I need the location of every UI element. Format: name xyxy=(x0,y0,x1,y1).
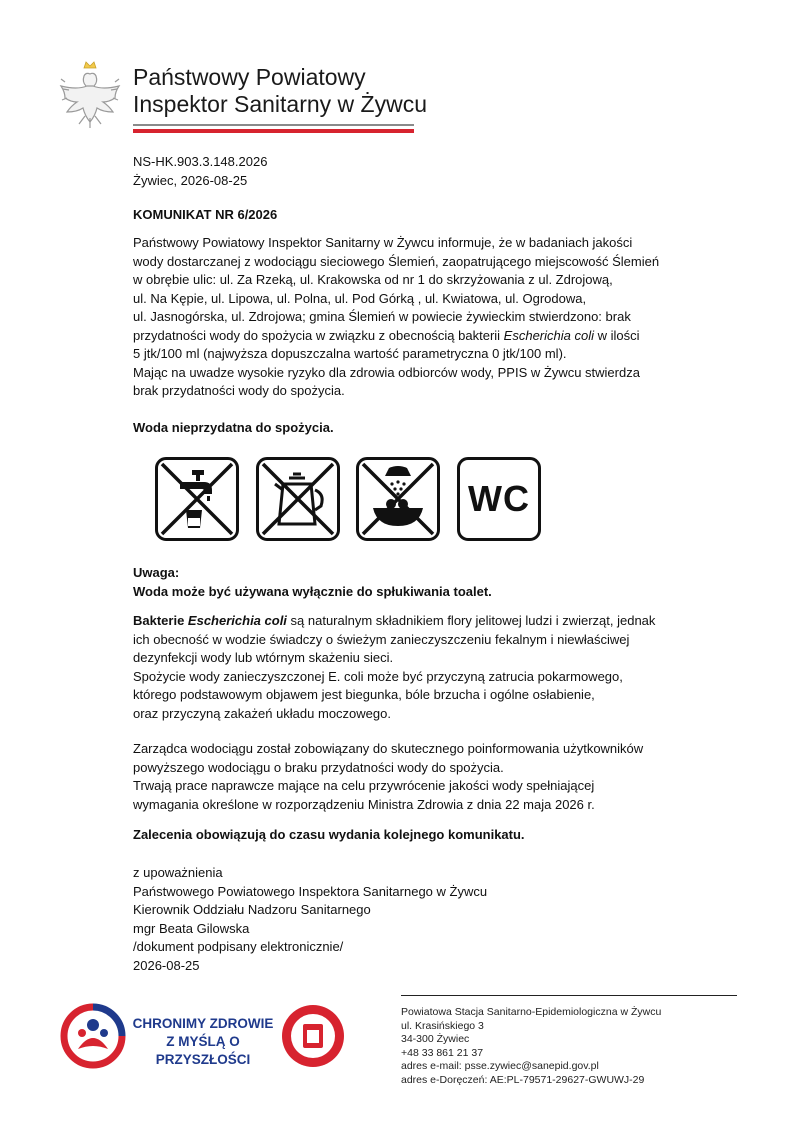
contact-edelivery: adres e-Doręczeń: AE:PL-79571-29627-GWUWJ-29 xyxy=(401,1073,645,1086)
text-line: ul. Na Kępie, ul. Lipowa, ul. Polna, ul. Pod Górką , ul. Kwiatowa, ul. Ogrodowa, xyxy=(133,290,587,306)
signature-line: Państwowego Powiatowego Inspektora Sanitarnego w Żywcu xyxy=(133,883,488,899)
slogan-line1: CHRONIMY ZDROWIE xyxy=(132,1016,274,1031)
text-line: ul. Jasnogórska, ul. Zdrojowa; gmina Ślemień w powiecie żywieckim stwierdzono: brak xyxy=(133,309,631,324)
text-line: ich obecność w wodzie świadczy o świeżym zanieczyszczeniu fekalnym i niewłaściwej xyxy=(133,631,630,647)
contact-line: Powiatowa Stacja Sanitarno-Epidemiologiczna w Żywcu xyxy=(401,1006,662,1018)
bacteria-paragraph xyxy=(133,612,693,723)
contact-line: ul. Krasińskiego 3 xyxy=(401,1019,484,1032)
signature-line: Kierownik Oddziału Nadzoru Sanitarnego xyxy=(133,902,371,917)
text-line: 5 jtk/100 ml (najwyższa dopuszczalna wartość parametryczna 0 jtk/100 ml). xyxy=(133,346,567,361)
validity-note: Zalecenia obowiązują do czasu wydania kolejnego komunikatu. xyxy=(133,827,525,842)
text-line: w obrębie ulic: ul. Za Rzeką, ul. Krakowska od nr 1 do skrzyżowania z ul. Zdrojową, xyxy=(133,272,613,287)
text-line: oraz przyczyną zakażeń układu moczowego. xyxy=(133,705,391,721)
administrator-paragraph xyxy=(133,740,693,814)
signature-block xyxy=(133,864,487,975)
document-meta xyxy=(133,153,267,190)
text-line: Zarządca wodociągu został zobowiązany do skutecznego poinformowania użytkowników xyxy=(133,741,644,756)
text-line: powyższego wodociągu o braku przydatności wody do spożycia. xyxy=(133,759,504,775)
institution-title xyxy=(133,64,427,118)
unfit-heading: Woda nieprzydatna do spożycia. xyxy=(133,420,334,435)
announcement-title: KOMUNIKAT NR 6/2026 xyxy=(133,207,278,222)
header-divider-grey xyxy=(133,124,414,126)
reference-number: NS-HK.903.3.148.2026 xyxy=(133,154,268,169)
notice-text: Woda może być używana wyłącznie do spłukiwania toalet. xyxy=(133,583,492,599)
signature-line: z upoważnienia xyxy=(133,865,223,880)
text-line: którego podstawowym objawem jest biegunka, bóle brzucha i ogólne osłabienie, xyxy=(133,687,595,702)
announcement-paragraph xyxy=(133,234,693,401)
contact-email: adres e-mail: psse.zywiec@sanepid.gov.pl xyxy=(401,1060,599,1072)
text-line: Trwają prace naprawcze mające na celu przywrócenie jakości wody spełniającej xyxy=(133,778,595,793)
campaign-slogan xyxy=(132,1015,274,1069)
no-washing-dishes-icon xyxy=(356,457,440,541)
signature-line: 2026-08-25 xyxy=(133,957,200,973)
signature-line: /dokument podpisany elektronicznie/ xyxy=(133,939,344,954)
contact-line: 34-300 Żywiec xyxy=(401,1033,470,1045)
text-line: dezynfekcji wody lub wtórnym skażeniu sieci. xyxy=(133,650,394,665)
institution-title-line2: Inspektor Sanitarny w Żywcu xyxy=(133,91,428,117)
no-drinking-tap-icon xyxy=(155,457,239,541)
contact-block xyxy=(401,1006,661,1087)
institution-title-line1: Państwowy Powiatowy xyxy=(133,64,366,90)
text-span: w ilości xyxy=(594,327,640,343)
text-line xyxy=(133,327,693,346)
notice xyxy=(133,564,492,601)
text-line: wody dostarczanej z wodociągu sieciowego Ślemień, zaopatrującego miejscowość Ślemień xyxy=(133,253,660,269)
notice-label: Uwaga: xyxy=(133,565,180,580)
text-line: brak przydatności wody do spożycia. xyxy=(133,383,345,398)
text-line: Spożycie wody zanieczyszczonej E. coli może być przyczyną zatrucia pokarmowego, xyxy=(133,668,623,684)
sanitary-inspection-seal-icon xyxy=(281,1004,345,1068)
header-divider-red xyxy=(133,129,414,133)
text-line xyxy=(133,612,693,631)
bacteria-name: Escherichia coli xyxy=(187,613,287,628)
text-line: wymagania określone w rozporządzeniu Ministra Zdrowia z dnia 22 maja 2026 r. xyxy=(133,796,595,812)
text-line: Mając na uwadze wysokie ryzyko dla zdrowia odbiorców wody, PPIS w Żywcu stwierdza xyxy=(133,364,640,380)
text-span: są naturalnym składnikiem flory jelitowej ludzi i zwierząt, jednak xyxy=(286,613,656,628)
footer-divider xyxy=(401,995,737,996)
signature-line: mgr Beata Gilowska xyxy=(133,920,250,936)
bacteria-name: Escherichia coli xyxy=(503,327,594,343)
text-span: Bakterie xyxy=(133,613,188,628)
wc-label: WC xyxy=(468,478,530,519)
slogan-line2: Z MYŚLĄ O PRZYSZŁOŚCI xyxy=(155,1034,251,1067)
contact-line: +48 33 861 21 37 xyxy=(401,1046,484,1059)
no-kettle-icon xyxy=(256,457,340,541)
place-date: Żywiec, 2026-08-25 xyxy=(133,172,248,188)
wc-icon xyxy=(457,457,541,541)
health-campaign-logo-icon xyxy=(60,1003,126,1069)
text-line: Państwowy Powiatowy Inspektor Sanitarny w Żywcu informuje, że w badaniach jakości xyxy=(133,235,633,250)
text-span: przydatności wody do spożycia w związku z obecnością bakterii xyxy=(133,327,504,343)
eagle-emblem-icon xyxy=(57,60,123,132)
